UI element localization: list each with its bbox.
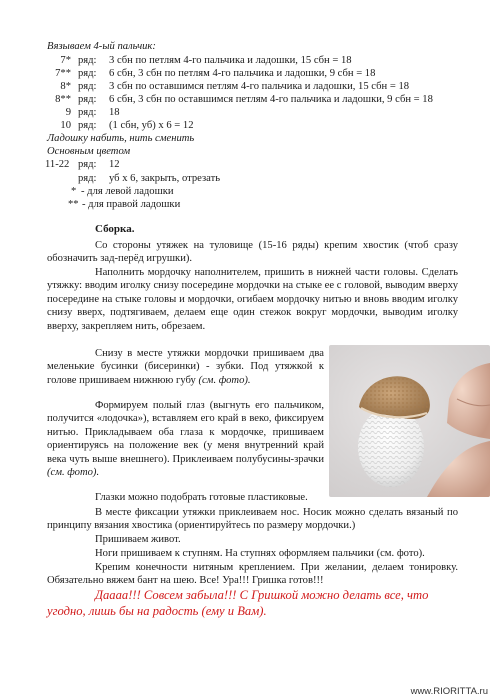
legend-mark: * xyxy=(71,186,77,197)
toy-photo xyxy=(329,345,490,497)
row-text: уб х 6, закрыть, отрезать xyxy=(109,173,221,184)
row-text: (1 сбн, уб) х 6 = 12 xyxy=(109,120,194,131)
row-text: 3 сбн по петлям 4-го пальчика и ладошки, 15 сбн = 18 xyxy=(109,55,352,66)
row-text: 12 xyxy=(109,159,120,170)
row-text: 6 сбн, 3 сбн по петлям 4-го пальчика и ладошки, 9 сбн = 18 xyxy=(109,68,376,79)
note-main-color: Основным цветом xyxy=(47,146,131,157)
paragraph: Ноги пришиваем к ступням. На ступнях оформляем пальчики (см. фото). xyxy=(95,548,425,559)
row-label: ряд: xyxy=(78,107,97,118)
paragraph xyxy=(47,347,324,387)
row-text: 3 сбн по оставшимся петлям 4-го пальчика и ладошки, 15 сбн = 18 xyxy=(109,81,410,92)
red-note-line: угодно, лишь бы на радость (ему и Вам). xyxy=(47,604,267,618)
legend-text: - для левой ладошки xyxy=(81,186,174,197)
row-text: 6 сбн, 3 сбн по оставшимся петлям 4-го пальчика и ладошки, 9 сбн = 18 xyxy=(109,94,433,105)
row-num: 7** xyxy=(55,68,71,79)
paragraph xyxy=(47,399,324,479)
paragraph: Со стороны утяжек на туловище (15-16 ряды) крепим хвостик (чтоб сразу обозначить зад-перёд игрушки). xyxy=(47,240,458,265)
row-label: ряд: xyxy=(78,173,97,184)
row-label: ряд: xyxy=(78,159,97,170)
row-num: 10 xyxy=(60,120,71,131)
row-num: 11-22 xyxy=(45,159,70,170)
note-change-thread: Ладошку набить, нить сменить xyxy=(47,133,195,144)
fingers xyxy=(447,363,490,439)
section-header: Вязываем 4-ый пальчик: xyxy=(47,41,156,52)
row-text: 18 xyxy=(109,107,120,118)
legend-mark: ** xyxy=(68,199,79,210)
row-label: ряд: xyxy=(78,94,97,105)
paragraph-text: Снизу в месте утяжки мордочки пришиваем два меленькие бусинки (бисеринки) - зубки. Под утяжкой к голове пришиваем нижнюю губу xyxy=(47,348,324,386)
row-num: 9 xyxy=(65,107,71,118)
paragraph: Глазки можно подобрать готовые пластиковые. xyxy=(95,492,308,503)
paragraph: Наполнить мордочку наполнителем, пришить в нижней части головы. Сделать утяжку: вводим иголку снизу посередине мордочки на стыке ее с головой, выводим вверху посередине на стыке головы и мордочки, огибаем мордочку нитью и вновь вводим иголку снизу вверх, подтягиваем, делаем еще один стежок вокруг мордочки, выводим иголку вверху, закрепляем нить, обрезаем. xyxy=(47,267,458,332)
row-num: 7* xyxy=(60,55,71,66)
paragraph: Крепим конечности нитяным креплением. При желании, делаем тонировку. Обязательно вяжем бант на шею. Все! Ура!!! Гришка готов!!! xyxy=(47,562,458,587)
photo-reference: (см. фото). xyxy=(198,374,251,386)
assembly-title: Сборка. xyxy=(95,223,135,235)
paragraph: В месте фиксации утяжки приклеиваем нос. Носик можно сделать вязаный по принципу вязания хвостика (ориентируйтесь по размеру мордочки.) xyxy=(47,507,458,532)
row-label: ряд: xyxy=(78,81,97,92)
paragraph: Пришиваем живот. xyxy=(95,534,181,545)
row-label: ряд: xyxy=(78,68,97,79)
footer-watermark: www.RIORITTA.ru xyxy=(410,686,488,697)
row-num: 8** xyxy=(55,94,71,105)
row-label: ряд: xyxy=(78,120,97,131)
row-num: 8* xyxy=(60,81,71,92)
photo-reference: (см. фото). xyxy=(47,467,100,479)
legend-text: - для правой ладошки xyxy=(82,199,181,210)
row-label: ряд: xyxy=(78,55,97,66)
paragraph-text: Формируем полый глаз (выгнуть его пальчиком, получится «лодочка»), вставляем его край в веко, фиксируем нитью. Прикладываем оба глаза к мордочке, пришиваем ориентируясь на положение век (у меня внутренний край века чуть выше внешнего). Приклеиваем полубусины-зрачки xyxy=(47,400,324,465)
red-note-line: Даааа!!! Совсем забыла!!! С Гришкой можно делать все, что xyxy=(95,588,429,602)
